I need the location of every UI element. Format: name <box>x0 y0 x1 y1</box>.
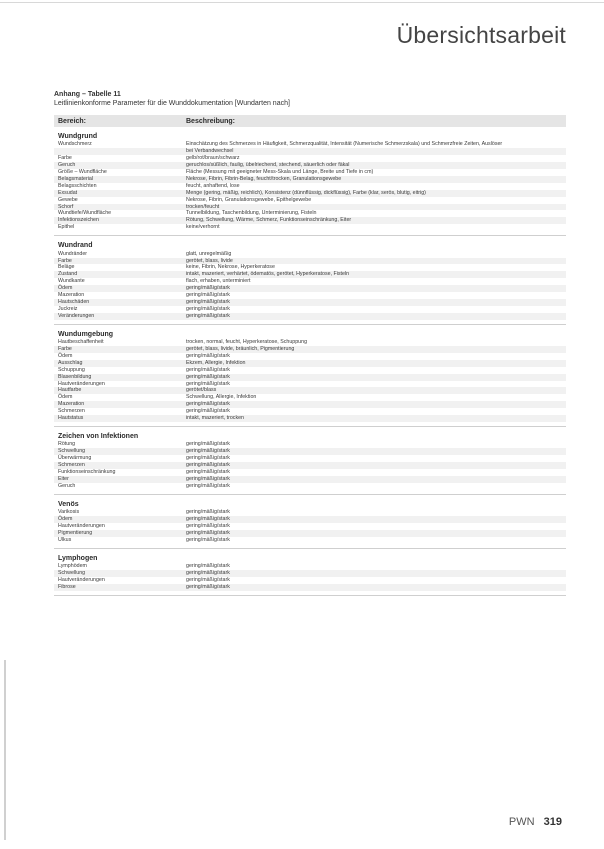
table-row <box>54 339 566 346</box>
row-area: Rötung <box>58 441 76 448</box>
row-description: gering/mäßig/stark <box>186 285 230 292</box>
row-area: Ödem <box>58 352 73 359</box>
row-area: Hautbeschaffenheit <box>58 339 104 346</box>
table-row <box>54 509 566 516</box>
table-section <box>54 329 566 427</box>
table-row <box>54 292 566 299</box>
table-row <box>54 537 566 544</box>
row-area: Wundränder <box>58 250 88 257</box>
table-row <box>54 210 566 217</box>
table-row <box>54 217 566 224</box>
row-description: geruchlos/süßlich, faulig, übelriechend, stechend, säuerlich oder fäkal <box>186 162 350 169</box>
row-description: gering/mäßig/stark <box>186 305 230 312</box>
row-area: Belagsschichten <box>58 182 97 189</box>
row-description: gering/mäßig/stark <box>186 448 230 455</box>
table-row <box>54 271 566 278</box>
page-footer <box>509 816 562 828</box>
row-area: Schuppung <box>58 366 85 373</box>
row-description: intakt, mazeriert, trocken <box>186 415 244 422</box>
table-row <box>54 374 566 381</box>
row-area: Eiter <box>58 475 69 482</box>
table-row <box>54 401 566 408</box>
table-row <box>54 258 566 265</box>
row-description: keine, Fibrin, Nekrose, Hyperkeratose <box>186 264 275 271</box>
table-row <box>54 306 566 313</box>
journal-name: PWN <box>508 816 535 828</box>
row-area: Veränderungen <box>58 312 95 319</box>
row-description: feucht, anhaftend, lose <box>186 182 240 189</box>
row-description: gering/mäßig/stark <box>186 482 230 489</box>
row-area: Fibrose <box>58 583 76 590</box>
table-body <box>54 131 566 596</box>
table-row <box>54 183 566 190</box>
table-row <box>54 190 566 197</box>
row-area: Größe – Wundfläche <box>58 169 107 176</box>
margin-mark <box>4 660 6 840</box>
section-title: Wundrand <box>58 242 93 250</box>
row-description: bei Verbandwechsel <box>186 148 234 155</box>
table-row <box>54 387 566 394</box>
row-area: Hautveränderungen <box>58 522 105 529</box>
table-row <box>54 141 566 148</box>
caption-subtitle: Leitlinienkonforme Parameter für die Wunddokumentation [Wundarten nach] <box>54 100 290 107</box>
row-area: Hautschäden <box>58 298 90 305</box>
row-area: Farbe <box>58 257 72 264</box>
row-area: Epithel <box>58 224 75 231</box>
table-row <box>54 197 566 204</box>
table-row <box>54 441 566 448</box>
row-area: Wundkante <box>58 278 85 285</box>
table-row <box>54 462 566 469</box>
row-area: Ödem <box>58 394 73 401</box>
table-row <box>54 415 566 422</box>
section-divider <box>54 324 566 325</box>
row-description: gering/mäßig/stark <box>186 536 230 543</box>
row-area: Juckreiz <box>58 305 78 312</box>
row-area: Mazeration <box>58 401 85 408</box>
table-row <box>54 299 566 306</box>
table-row <box>54 483 566 490</box>
row-area: Wundschmerz <box>58 141 92 148</box>
table-row <box>54 204 566 211</box>
row-description: Fläche (Messung mit geeigneter Mess-Skala und Länge, Breite und Tiefe in cm) <box>186 169 374 176</box>
section-divider <box>54 235 566 236</box>
column-header-description: Beschreibung: <box>186 117 236 125</box>
row-description: gering/mäßig/stark <box>186 352 230 359</box>
section-divider <box>54 548 566 549</box>
row-area: Ausschlag <box>58 359 83 366</box>
table-row <box>54 176 566 183</box>
row-area: Beläge <box>58 264 75 271</box>
row-description: gering/mäßig/stark <box>186 509 230 516</box>
row-description: Ekzem, Allergie, Infektion <box>186 359 246 366</box>
table-row <box>54 224 566 231</box>
section-title: Wundgrund <box>58 133 98 140</box>
table-row <box>54 346 566 353</box>
row-description: gering/mäßig/stark <box>186 563 230 570</box>
row-area: Varikosis <box>58 509 80 516</box>
row-area: Mazeration <box>58 292 85 299</box>
table-section <box>54 131 566 236</box>
table-row <box>54 530 566 537</box>
row-area: Lymphödem <box>58 563 87 570</box>
row-description: gering/mäßig/stark <box>186 373 230 380</box>
row-description: gering/mäßig/stark <box>186 408 230 415</box>
table-row <box>54 448 566 455</box>
row-description: Nekrose, Fibrin, Fibrin-Belag, feucht/trocken, Granulationsgewebe <box>186 175 342 182</box>
row-area: Belagsmaterial <box>58 175 94 182</box>
table-row <box>54 155 566 162</box>
table-row <box>54 469 566 476</box>
documentation-table <box>54 115 566 596</box>
row-description: Nekrose, Fibrin, Granulationsgewebe, Epithelgewebe <box>186 196 312 203</box>
row-description: gering/mäßig/stark <box>186 475 230 482</box>
table-row <box>54 523 566 530</box>
table-row <box>54 577 566 584</box>
row-area: Hautstatus <box>58 415 84 422</box>
row-area: Farbe <box>58 155 72 162</box>
row-area: Gewebe <box>58 196 78 203</box>
row-area: Zustand <box>58 271 78 278</box>
table-row <box>54 394 566 401</box>
row-description: gering/mäßig/stark <box>186 576 230 583</box>
row-area: Pigmentierung <box>58 529 93 536</box>
row-description: Rötung, Schwellung, Wärme, Schmerz, Funktionseinschränkung, Eiter <box>186 217 352 224</box>
section-divider <box>54 595 566 596</box>
row-description: gerötet/blass <box>186 387 217 394</box>
row-description: gering/mäßig/stark <box>186 441 230 448</box>
row-area: Exsudat <box>58 189 78 196</box>
row-area: Hautveränderungen <box>58 576 105 583</box>
row-area: Farbe <box>58 345 72 352</box>
row-description: flach, erhaben, unterminiert <box>186 278 251 285</box>
column-header-area: Bereich: <box>58 117 87 125</box>
section-title: Zeichen von Infektionen <box>58 432 139 440</box>
table-row <box>54 367 566 374</box>
table-row <box>54 381 566 388</box>
section-divider <box>54 494 566 495</box>
table-row <box>54 570 566 577</box>
row-description: Menge (gering, mäßig, reichlich), Konsistenz (dünnflüssig, dickflüssig), Farbe (klar, serös, blutig, eitrig) <box>186 189 426 196</box>
row-area: Schmerzen <box>58 462 85 469</box>
row-description: gering/mäßig/stark <box>186 468 230 475</box>
row-area: Geruch <box>58 482 76 489</box>
row-area <box>54 148 186 155</box>
row-description: Schwellung, Allergie, Infektion <box>186 394 257 401</box>
row-area: Funktionseinschränkung <box>58 468 116 475</box>
row-description: gering/mäßig/stark <box>186 401 230 408</box>
row-description: gering/mäßig/stark <box>186 522 230 529</box>
row-description: gering/mäßig/stark <box>186 292 230 299</box>
row-area: Hautveränderungen <box>58 380 105 387</box>
row-description: Einschätzung des Schmerzes in Häufigkeit, Schmerzqualität, Intensität (Numerische Schmerzskala) und Schmerzfreie Zeiten, Auslöser <box>186 141 503 148</box>
row-area: Überwärmung <box>58 455 92 462</box>
row-area: Schorf <box>58 203 74 210</box>
row-area: Ödem <box>58 516 73 522</box>
table-row <box>54 264 566 271</box>
row-description: gering/mäßig/stark <box>186 380 230 387</box>
table-row <box>54 360 566 367</box>
table-section <box>54 499 566 549</box>
row-description: gering/mäßig/stark <box>186 516 230 522</box>
row-description: gering/mäßig/stark <box>186 569 230 576</box>
table-row <box>54 148 566 155</box>
row-area: Schmerzen <box>58 408 85 415</box>
table-row <box>54 162 566 169</box>
table-row <box>54 313 566 320</box>
page-number: 319 <box>543 816 562 828</box>
row-area: Geruch <box>58 162 76 169</box>
row-area: Blasenbildung <box>58 373 92 380</box>
table-row <box>54 476 566 483</box>
table-row <box>54 285 566 292</box>
row-area: Ödem <box>58 285 73 292</box>
table-section <box>54 431 566 495</box>
row-description: gerötet, blass, livide, bräunlich, Pigmentierung <box>186 345 295 352</box>
table-caption <box>54 90 290 108</box>
table-row <box>54 408 566 415</box>
page-title: Übersichtsarbeit <box>396 22 566 48</box>
table-section <box>54 553 566 596</box>
row-description: gering/mäßig/stark <box>186 455 230 462</box>
table-row <box>54 169 566 176</box>
row-description: trocken, normal, feucht, Hyperkeratose, Schuppung <box>186 339 308 346</box>
row-description: gerötet, blass, livide <box>186 257 233 264</box>
section-divider <box>54 426 566 427</box>
table-row <box>54 516 566 523</box>
row-description: keine/verhornt <box>186 224 220 231</box>
table-row <box>54 563 566 570</box>
row-description: gering/mäßig/stark <box>186 583 230 590</box>
row-description: Tunnelbildung, Taschenbildung, Unterminierung, Fisteln <box>186 210 317 217</box>
table-row <box>54 278 566 285</box>
row-description: gering/mäßig/stark <box>186 366 230 373</box>
row-area: Wundtiefe/Wundfläche <box>58 210 112 217</box>
top-rule <box>0 2 604 3</box>
table-section <box>54 240 566 324</box>
table-row <box>54 455 566 462</box>
table-row <box>54 251 566 258</box>
row-area: Hautfarbe <box>58 387 82 394</box>
table-row <box>54 584 566 591</box>
row-description: trocken/feucht <box>186 203 220 210</box>
row-area: Schwellung <box>58 448 86 455</box>
table-row <box>54 353 566 360</box>
row-description: intakt, mazeriert, verhärtet, ödematös, gerötet, Hyperkeratose, Fisteln <box>186 271 350 278</box>
row-description: gering/mäßig/stark <box>186 298 230 305</box>
table-header <box>54 115 566 127</box>
row-description: glatt, unregelmäßig <box>186 250 232 257</box>
row-area: Schwellung <box>58 569 86 576</box>
row-area: Infektionszeichen <box>58 217 99 224</box>
section-title: Lymphogen <box>58 554 98 562</box>
caption-title: Anhang – Tabelle 11 <box>54 91 121 98</box>
row-description: gering/mäßig/stark <box>186 312 230 319</box>
row-area: Ulkus <box>58 536 72 543</box>
row-description: gering/mäßig/stark <box>186 462 230 469</box>
section-title: Venös <box>58 500 79 508</box>
row-description: gering/mäßig/stark <box>186 529 230 536</box>
row-description: gelb/rot/braun/schwarz <box>186 155 240 162</box>
section-title: Wundumgebung <box>58 330 114 338</box>
